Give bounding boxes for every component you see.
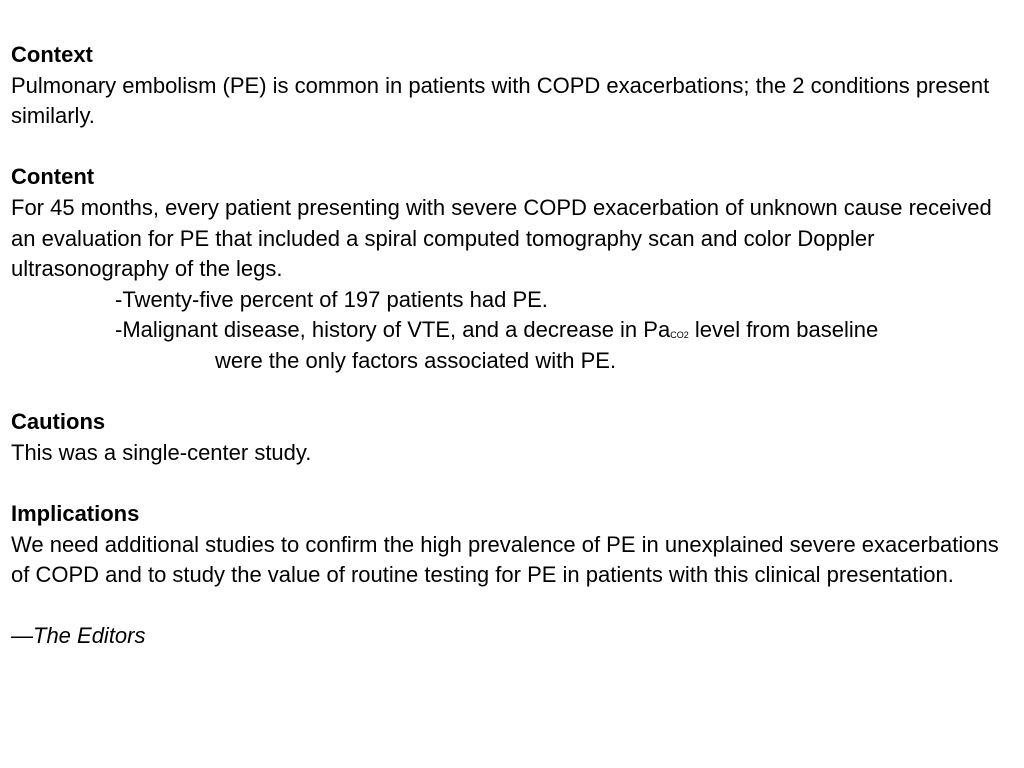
finding-prevalence: -Twenty-five percent of 197 patients had PE. [115,286,548,312]
section-spacer [11,468,1016,499]
signature-name: The Editors [33,623,146,649]
finding-risk-factors-tail: level from baseline [688,317,879,343]
signature [11,621,1016,652]
cautions-section [11,407,1016,468]
summary-document [11,40,1016,652]
cautions-text: This was a single-center study. [11,439,312,465]
co2-subscript: CO2 [670,330,689,341]
implications-heading: Implications [11,500,140,526]
content-text: For 45 months, every patient presenting with severe COPD exacerbation of unknown cause received an evaluation for PE that included a spiral computed tomography scan and color Doppler ultrasonography of the legs. [11,194,992,282]
context-text: Pulmonary embolism (PE) is common in patients with COPD exacerbations; the 2 conditions present similarly. [11,72,990,129]
implications-text: We need additional studies to confirm the high prevalence of PE in unexplained severe exacerbations of COPD and to study the value of routine testing for PE in patients with this clinical presentation. [11,531,999,588]
content-section [11,162,1016,376]
cautions-heading: Cautions [11,409,106,435]
section-spacer [11,591,1016,622]
signature-dash: — [11,623,33,649]
finding-risk-factors-continued: were the only factors associated with PE. [215,347,617,373]
context-section [11,40,1016,132]
implications-section [11,499,1016,591]
content-heading: Content [11,164,95,190]
section-spacer [11,132,1016,163]
finding-risk-factors [11,315,1016,346]
finding-risk-factors-text: -Malignant disease, history of VTE, and a decrease in Pa [115,317,671,343]
section-spacer [11,377,1016,408]
context-heading: Context [11,42,93,67]
